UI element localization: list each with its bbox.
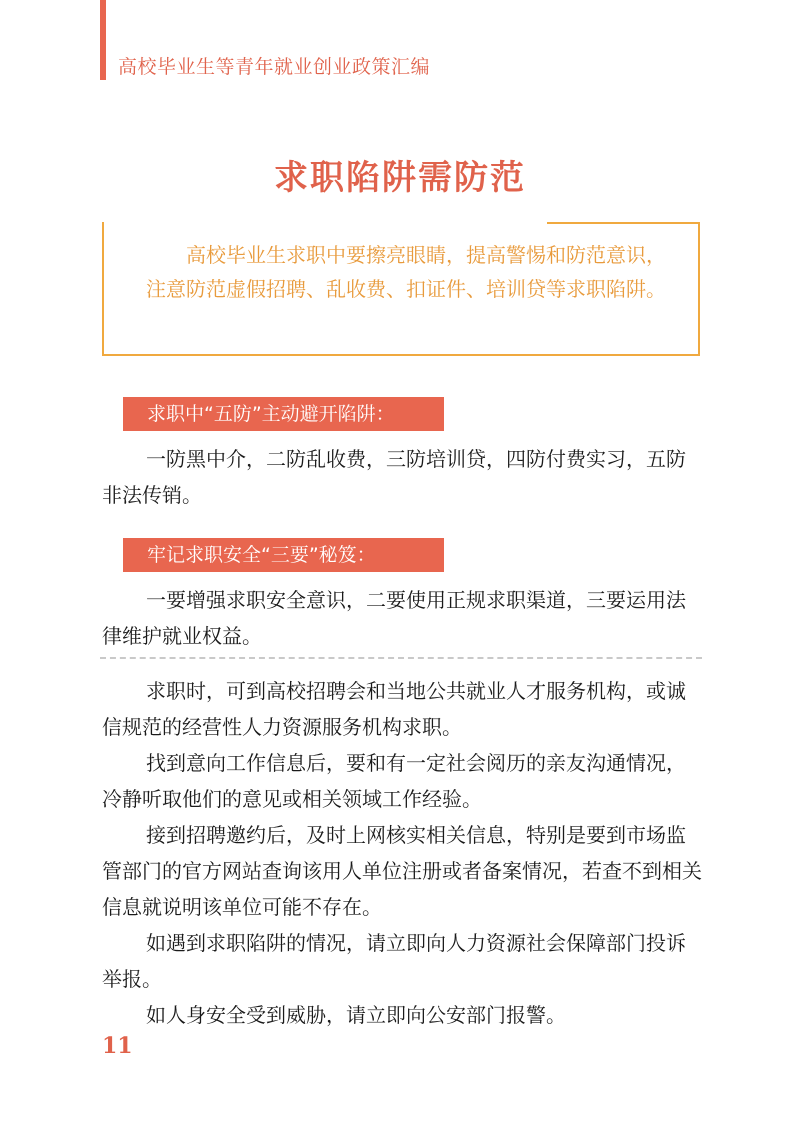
section-tag-three-musts: 牢记求职安全“三要”秘笈： <box>123 538 444 572</box>
section-text-five-precautions: 一防黑中介，二防乱收费，三防培训贷，四防付费实习，五防非法传销。 <box>102 447 686 507</box>
section-text-three-musts: 一要增强求职安全意识，二要使用正规求职渠道，三要运用法律维护就业权益。 <box>102 588 686 648</box>
page-number: 11 <box>102 1033 133 1059</box>
body-paragraph: 求职时，可到高校招聘会和当地公共就业人才服务机构，或诚信规范的经营性人力资源服务机构求职。 <box>102 679 686 739</box>
body-paragraph: 接到招聘邀约后，及时上网核实相关信息，特别是要到市场监管部门的官方网站查询该用人单位注册或者备案情况，若查不到相关信息就说明该单位可能不存在。 <box>102 823 702 919</box>
intro-frame-bottom <box>102 354 700 356</box>
intro-frame-top <box>547 222 700 224</box>
section-tag-five-precautions: 求职中“五防”主动避开陷阱： <box>123 397 444 431</box>
body-paragraph: 如人身安全受到威胁，请立即向公安部门报警。 <box>146 1003 566 1027</box>
intro-frame-left <box>102 222 104 356</box>
intro-text: 高校毕业生求职中要擦亮眼睛，提高警惕和防范意识，注意防范虚假招聘、乱收费、扣证件、培训贷等求职陷阱。 <box>146 243 666 301</box>
header-accent-bar <box>100 0 106 80</box>
intro-box <box>102 222 700 356</box>
running-header: 高校毕业生等青年就业创业政策汇编 <box>118 56 431 78</box>
body-paragraph: 找到意向工作信息后，要和有一定社会阅历的亲友沟通情况，冷静听取他们的意见或相关领域工作经验。 <box>102 751 686 811</box>
body-paragraph: 如遇到求职陷阱的情况，请立即向人力资源社会保障部门投诉举报。 <box>102 931 686 991</box>
page-title: 求职陷阱需防范 <box>274 158 526 198</box>
intro-frame-right <box>698 222 700 356</box>
dashed-divider <box>100 657 702 659</box>
